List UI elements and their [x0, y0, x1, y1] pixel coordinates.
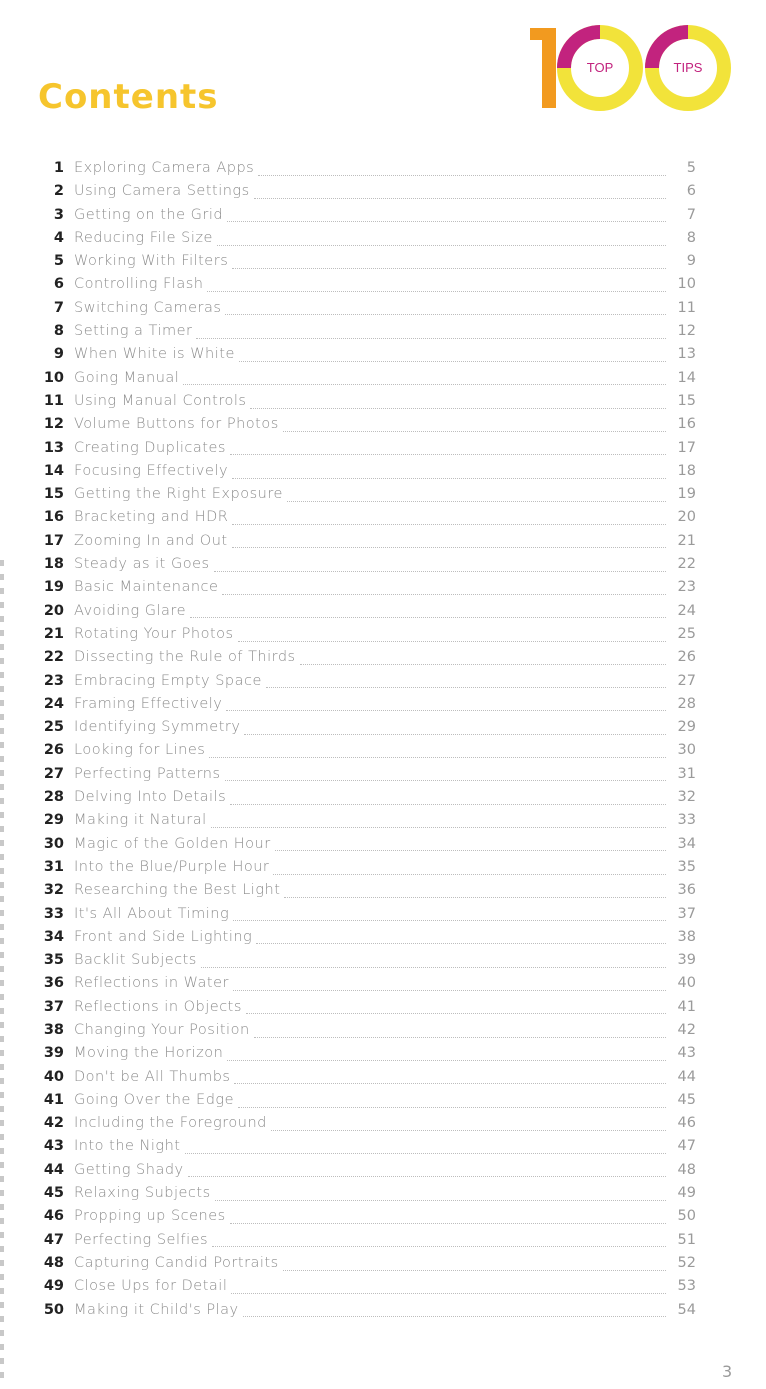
toc-entry [36, 509, 696, 532]
toc-entry-page: 40 [677, 975, 696, 992]
toc-entry-title: Framing Effectively [74, 695, 223, 712]
toc-leader-dots [238, 1106, 666, 1108]
toc-entry-page: 5 [686, 160, 696, 176]
toc-entry-title: Going Manual [74, 369, 180, 386]
toc-entry [36, 346, 696, 369]
toc-entry [36, 160, 696, 183]
toc-entry-number: 45 [43, 1185, 64, 1202]
toc-entry-page: 50 [677, 1208, 696, 1225]
toc-entry-page: 17 [677, 439, 696, 456]
toc-leader-dots [287, 500, 666, 502]
toc-entry [36, 649, 696, 672]
toc-entry [36, 1278, 696, 1301]
toc-entry-number: 25 [43, 719, 64, 736]
toc-entry-page: 14 [677, 369, 696, 386]
toc-leader-dots [273, 873, 666, 875]
toc-entry [36, 253, 696, 276]
toc-leader-dots [258, 174, 666, 176]
toc-entry-page: 19 [677, 486, 696, 503]
toc-entry-number: 26 [43, 742, 64, 759]
toc-leader-dots [232, 267, 666, 269]
toc-entry-page: 49 [677, 1185, 696, 1202]
toc-leader-dots [233, 989, 666, 991]
toc-leader-dots [284, 896, 666, 898]
toc-entry-title: Propping up Scenes [74, 1208, 226, 1225]
toc-entry [36, 556, 696, 579]
top-100-tips-logo [528, 22, 733, 114]
toc-entry [36, 440, 696, 463]
toc-entry-page: 31 [677, 765, 696, 782]
toc-entry-number: 15 [43, 486, 64, 503]
toc-entry-number: 21 [43, 625, 64, 642]
toc-entry-title: Zooming In and Out [74, 532, 228, 549]
toc-entry-page: 8 [686, 229, 696, 246]
toc-entry-title: Researching the Best Light [74, 882, 281, 899]
toc-entry [36, 789, 696, 812]
toc-entry-page: 33 [677, 812, 696, 829]
toc-entry [36, 1232, 696, 1255]
toc-entry-page: 10 [677, 276, 696, 293]
toc-entry [36, 1185, 696, 1208]
toc-leader-dots [214, 570, 666, 572]
toc-leader-dots [254, 1036, 666, 1038]
toc-entry-number: 7 [53, 299, 64, 316]
toc-entry-title: Relaxing Subjects [74, 1185, 211, 1202]
toc-leader-dots [188, 1175, 666, 1177]
toc-entry-page: 20 [677, 509, 696, 526]
toc-leader-dots [232, 477, 666, 479]
toc-entry [36, 1255, 696, 1278]
toc-entry-number: 47 [43, 1231, 64, 1248]
toc-entry-page: 44 [677, 1068, 696, 1085]
toc-entry-title: Embracing Empty Space [74, 672, 262, 689]
toc-entry-page: 46 [677, 1115, 696, 1132]
toc-entry-title: Avoiding Glare [74, 602, 186, 619]
toc-entry [36, 882, 696, 905]
toc-entry-page: 52 [677, 1254, 696, 1271]
toc-leader-dots [226, 709, 666, 711]
toc-entry-page: 27 [677, 672, 696, 689]
toc-leader-dots [246, 1012, 666, 1014]
toc-entry [36, 812, 696, 835]
toc-entry-title: Getting Shady [74, 1161, 184, 1178]
toc-entry-page: 30 [677, 742, 696, 759]
toc-entry-title: Delving Into Details [74, 789, 227, 806]
toc-entry-number: 14 [43, 462, 64, 479]
toc-leader-dots [244, 733, 666, 735]
toc-entry [36, 533, 696, 556]
toc-entry-title: When White is White [74, 346, 235, 363]
toc-entry-title: It's All About Timing [74, 905, 230, 922]
toc-entry [36, 183, 696, 206]
toc-entry [36, 906, 696, 929]
page-binding-edge [0, 560, 4, 1380]
toc-entry-page: 25 [677, 625, 696, 642]
toc-leader-dots [225, 779, 666, 781]
toc-entry-page: 37 [677, 905, 696, 922]
toc-leader-dots [275, 849, 666, 851]
toc-entry [36, 416, 696, 439]
toc-entry-page: 28 [677, 695, 696, 712]
toc-entry-title: Dissecting the Rule of Thirds [74, 649, 296, 666]
toc-entry-number: 11 [43, 392, 64, 409]
toc-entry-page: 36 [677, 882, 696, 899]
toc-entry [36, 836, 696, 859]
toc-leader-dots [254, 197, 666, 199]
toc-entry [36, 1162, 696, 1185]
toc-entry-number: 40 [43, 1068, 64, 1085]
toc-leader-dots [239, 360, 666, 362]
toc-entry-title: Into the Night [74, 1138, 181, 1155]
toc-leader-dots [222, 593, 666, 595]
toc-entry-number: 17 [43, 532, 64, 549]
toc-entry [36, 486, 696, 509]
toc-entry-number: 20 [43, 602, 64, 619]
toc-entry-page: 16 [677, 416, 696, 433]
toc-entry-number: 42 [43, 1115, 64, 1132]
toc-entry-title: Making it Child's Play [74, 1301, 239, 1318]
toc-entry-title: Magic of the Golden Hour [74, 835, 271, 852]
toc-entry-page: 42 [677, 1021, 696, 1038]
toc-entry-title: Backlit Subjects [74, 952, 197, 969]
toc-entry-number: 6 [53, 276, 64, 293]
toc-entry-page: 12 [677, 323, 696, 340]
toc-entry [36, 1208, 696, 1231]
toc-entry-page: 35 [677, 858, 696, 875]
toc-leader-dots [201, 966, 666, 968]
toc-entry-title: Getting the Right Exposure [74, 486, 283, 503]
toc-entry-page: 45 [677, 1091, 696, 1108]
toc-leader-dots [215, 1199, 666, 1201]
toc-entry-number: 22 [43, 649, 64, 666]
toc-leader-dots [238, 640, 666, 642]
toc-entry-page: 41 [677, 998, 696, 1015]
toc-entry-number: 43 [43, 1138, 64, 1155]
toc-leader-dots [232, 523, 666, 525]
toc-entry [36, 952, 696, 975]
toc-entry-number: 36 [43, 975, 64, 992]
toc-entry-title: Perfecting Patterns [74, 765, 221, 782]
toc-leader-dots [300, 663, 666, 665]
toc-entry [36, 393, 696, 416]
toc-leader-dots [234, 1082, 666, 1084]
toc-entry-number: 39 [43, 1045, 64, 1062]
toc-entry [36, 673, 696, 696]
toc-entry [36, 742, 696, 765]
logo-top-label: TOP [586, 60, 614, 75]
toc-entry-title: Looking for Lines [74, 742, 206, 759]
toc-entry-title: Working With Filters [74, 253, 229, 270]
toc-entry-page: 43 [677, 1045, 696, 1062]
toc-entry [36, 929, 696, 952]
toc-entry-title: Exploring Camera Apps [74, 160, 255, 176]
toc-entry [36, 999, 696, 1022]
toc-entry-title: Reducing File Size [74, 229, 213, 246]
toc-entry [36, 1022, 696, 1045]
toc-entry-number: 50 [43, 1301, 64, 1318]
toc-entry-page: 48 [677, 1161, 696, 1178]
toc-entry-page: 24 [677, 602, 696, 619]
toc-entry-page: 9 [686, 253, 696, 270]
toc-entry-title: Perfecting Selfies [74, 1231, 209, 1248]
toc-entry-title: Into the Blue/Purple Hour [74, 858, 270, 875]
toc-leader-dots [283, 1269, 666, 1271]
toc-entry [36, 1115, 696, 1138]
toc-entry-page: 18 [677, 462, 696, 479]
toc-entry-number: 46 [43, 1208, 64, 1225]
toc-leader-dots [227, 220, 666, 222]
toc-entry [36, 1302, 696, 1325]
toc-leader-dots [250, 407, 666, 409]
toc-entry [36, 463, 696, 486]
logo-tips-label: TIPS [673, 60, 703, 75]
toc-entry-number: 16 [43, 509, 64, 526]
toc-leader-dots [231, 1292, 666, 1294]
toc-leader-dots [266, 686, 666, 688]
toc-entry-title: Close Ups for Detail [74, 1278, 228, 1295]
toc-entry-page: 51 [677, 1231, 696, 1248]
toc-entry-title: Controlling Flash [74, 276, 204, 293]
toc-entry [36, 1069, 696, 1092]
toc-entry-number: 32 [43, 882, 64, 899]
toc-entry-title: Creating Duplicates [74, 439, 226, 456]
toc-entry-title: Getting on the Grid [74, 206, 224, 223]
toc-entry [36, 1138, 696, 1161]
toc-entry-title: Reflections in Objects [74, 998, 242, 1015]
toc-entry-number: 27 [43, 765, 64, 782]
toc-entry-number: 13 [43, 439, 64, 456]
toc-entry-page: 22 [677, 556, 696, 573]
toc-entry-number: 31 [43, 858, 64, 875]
toc-leader-dots [283, 430, 666, 432]
toc-entry-title: Volume Buttons for Photos [74, 416, 279, 433]
toc-entry-number: 5 [53, 253, 64, 270]
toc-entry-page: 11 [677, 299, 696, 316]
toc-entry-title: Bracketing and HDR [74, 509, 229, 526]
toc-entry [36, 1092, 696, 1115]
toc-entry-number: 2 [53, 183, 64, 200]
toc-leader-dots [217, 244, 666, 246]
toc-leader-dots [211, 826, 666, 828]
toc-leader-dots [230, 803, 666, 805]
toc-entry [36, 579, 696, 602]
toc-entry [36, 230, 696, 253]
toc-entry-title: Steady as it Goes [74, 556, 210, 573]
toc-entry-title: Moving the Horizon [74, 1045, 224, 1062]
toc-leader-dots [243, 1315, 666, 1317]
toc-entry-number: 24 [43, 695, 64, 712]
toc-entry-number: 19 [43, 579, 64, 596]
toc-entry-title: Using Camera Settings [74, 183, 250, 200]
toc-entry-title: Making it Natural [74, 812, 207, 829]
toc-entry-title: Including the Foreground [74, 1115, 267, 1132]
toc-entry-title: Basic Maintenance [74, 579, 219, 596]
toc-entry-page: 7 [686, 206, 696, 223]
toc-entry [36, 859, 696, 882]
toc-leader-dots [230, 453, 666, 455]
toc-entry-page: 47 [677, 1138, 696, 1155]
toc-entry-page: 15 [677, 392, 696, 409]
toc-entry-number: 49 [43, 1278, 64, 1295]
toc-entry-number: 4 [53, 229, 64, 246]
toc-leader-dots [209, 756, 666, 758]
toc-entry-title: Capturing Candid Portraits [74, 1254, 279, 1271]
toc-entry-page: 21 [677, 532, 696, 549]
toc-leader-dots [232, 546, 666, 548]
toc-entry-title: Reflections in Water [74, 975, 229, 992]
toc-entry-title: Identifying Symmetry [74, 719, 241, 736]
toc-entry-title: Focusing Effectively [74, 462, 229, 479]
toc-leader-dots [190, 616, 666, 618]
toc-leader-dots [207, 290, 666, 292]
toc-entry-number: 30 [43, 835, 64, 852]
toc-entry-number: 1 [53, 160, 64, 176]
toc-entry [36, 696, 696, 719]
toc-entry-number: 48 [43, 1254, 64, 1271]
toc-entry-title: Going Over the Edge [74, 1091, 235, 1108]
toc-entry-number: 41 [43, 1091, 64, 1108]
toc-leader-dots [183, 383, 666, 385]
toc-entry-page: 38 [677, 928, 696, 945]
toc-entry-number: 10 [43, 369, 64, 386]
toc-entry-title: Don't be All Thumbs [74, 1068, 231, 1085]
toc-entry-title: Using Manual Controls [74, 392, 247, 409]
toc-entry-title: Rotating Your Photos [74, 625, 234, 642]
toc-entry-page: 29 [677, 719, 696, 736]
toc-leader-dots [196, 337, 666, 339]
toc-entry-title: Setting a Timer [74, 323, 193, 340]
toc-entry [36, 1045, 696, 1068]
toc-entry [36, 300, 696, 323]
toc-entry-page: 13 [677, 346, 696, 363]
toc-entry [36, 603, 696, 626]
toc-leader-dots [185, 1152, 667, 1154]
toc-entry-page: 39 [677, 952, 696, 969]
toc-entry-page: 6 [686, 183, 696, 200]
toc-leader-dots [256, 942, 666, 944]
toc-entry [36, 207, 696, 230]
toc-leader-dots [233, 919, 666, 921]
toc-entry-title: Switching Cameras [74, 299, 222, 316]
toc-entry-number: 23 [43, 672, 64, 689]
toc-entry-number: 35 [43, 952, 64, 969]
toc-entry-number: 28 [43, 789, 64, 806]
toc-entry [36, 370, 696, 393]
table-of-contents [36, 160, 696, 1325]
page-number: 3 [722, 1362, 733, 1381]
toc-entry [36, 323, 696, 346]
toc-entry-page: 34 [677, 835, 696, 852]
toc-entry-number: 12 [43, 416, 64, 433]
toc-entry [36, 766, 696, 789]
toc-entry-number: 44 [43, 1161, 64, 1178]
toc-entry-page: 32 [677, 789, 696, 806]
toc-leader-dots [227, 1059, 666, 1061]
toc-entry-number: 29 [43, 812, 64, 829]
toc-entry-number: 37 [43, 998, 64, 1015]
toc-leader-dots [212, 1245, 666, 1247]
toc-entry-number: 34 [43, 928, 64, 945]
toc-entry [36, 276, 696, 299]
toc-entry [36, 975, 696, 998]
toc-entry [36, 719, 696, 742]
toc-entry [36, 626, 696, 649]
toc-entry-page: 26 [677, 649, 696, 666]
toc-entry-title: Changing Your Position [74, 1021, 250, 1038]
toc-entry-number: 8 [53, 323, 64, 340]
toc-entry-number: 18 [43, 556, 64, 573]
toc-entry-page: 53 [677, 1278, 696, 1295]
toc-entry-title: Front and Side Lighting [74, 928, 253, 945]
toc-entry-number: 38 [43, 1021, 64, 1038]
toc-leader-dots [230, 1222, 666, 1224]
toc-entry-number: 33 [43, 905, 64, 922]
toc-entry-page: 23 [677, 579, 696, 596]
toc-entry-number: 3 [53, 206, 64, 223]
toc-leader-dots [225, 313, 666, 315]
page-title: Contents [38, 76, 219, 117]
toc-leader-dots [271, 1129, 666, 1131]
toc-entry-page: 54 [677, 1301, 696, 1318]
toc-entry-number: 9 [53, 346, 64, 363]
